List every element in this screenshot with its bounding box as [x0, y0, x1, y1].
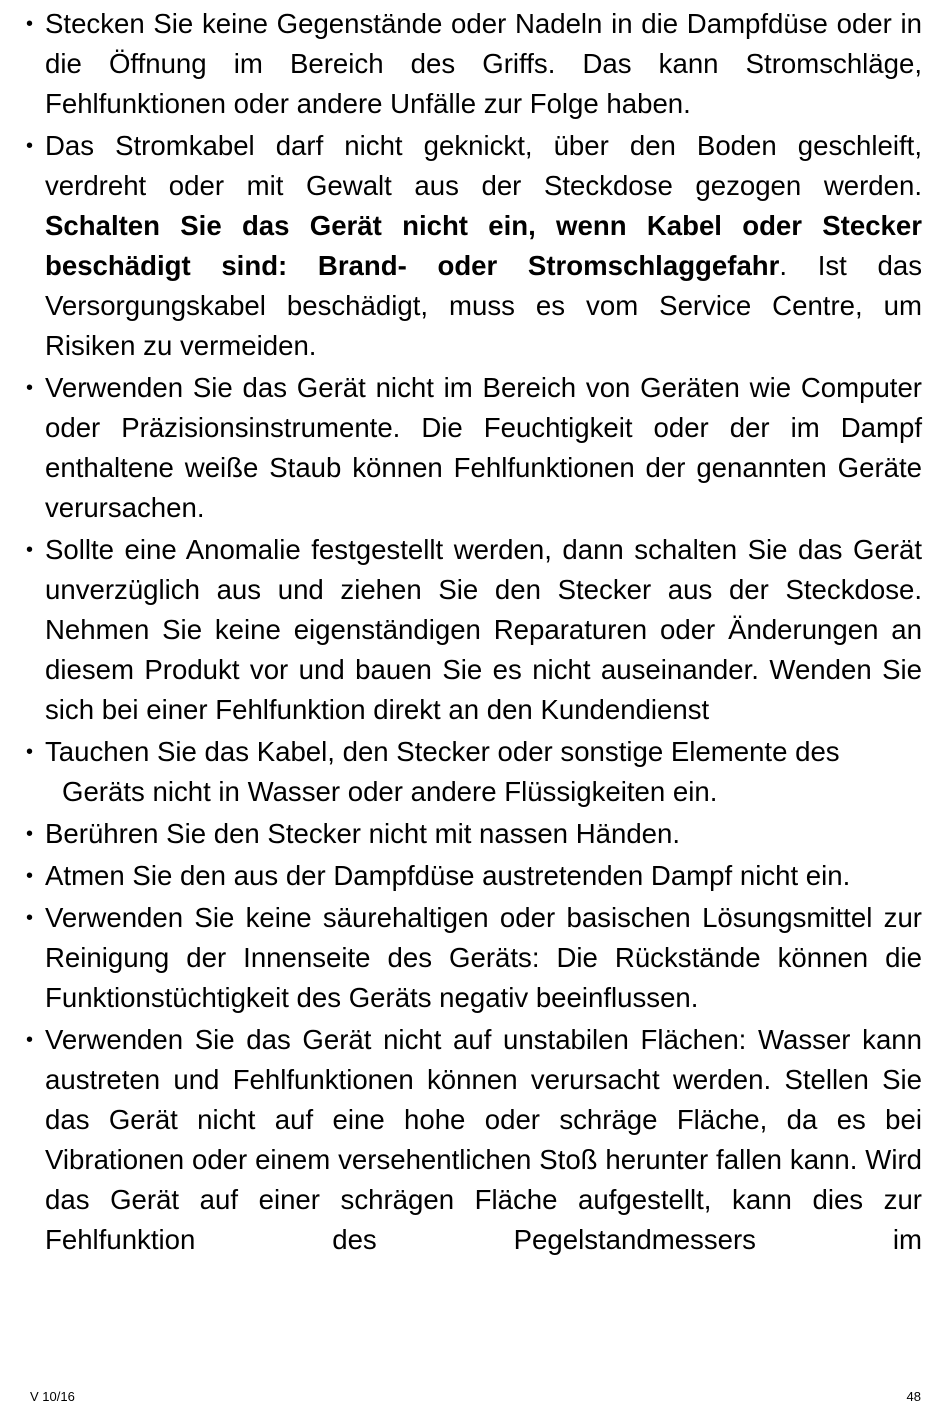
- list-item: [26, 1020, 922, 1260]
- list-item: [26, 732, 922, 812]
- list-item-text-end: . Ist das Versorgungskabel beschädigt, muss es vom Service Centre, um Risiken zu vermeiden.: [45, 250, 922, 361]
- page-number: 48: [906, 1389, 921, 1404]
- list-item-text: Stecken Sie keine Gegenstände oder Nadeln in die Dampfdüse oder in die Öffnung im Bereich des Griffs. Das kann Stromschläge, Fehlfunktionen oder andere Unfälle zur Folge haben.: [45, 8, 922, 119]
- bullet-icon: •: [26, 823, 34, 845]
- list-item-text: Berühren Sie den Stecker nicht mit nassen Händen.: [45, 818, 681, 849]
- warning-bold-text: Schalten Sie das Gerät nicht ein, wenn Kabel oder Stecker beschädigt sind: Brand- oder Stromschlaggefahr: [45, 210, 922, 281]
- bullet-icon: •: [26, 135, 34, 157]
- list-item: [26, 856, 922, 896]
- list-item-text: Verwenden Sie das Gerät nicht im Bereich von Geräten wie Computer oder Präzisionsinstrumente. Die Feuchtigkeit oder der im Dampf enthaltene weiße Staub können Fehlfunktionen der genannten Geräte verursachen.: [45, 372, 922, 523]
- bullet-icon: •: [26, 539, 34, 561]
- version-label: V 10/16: [30, 1389, 75, 1404]
- list-item-text: Sollte eine Anomalie festgestellt werden, dann schalten Sie das Gerät unverzüglich aus und ziehen Sie den Stecker aus der Steckdose. Nehmen Sie keine eigenständigen Reparaturen oder Änderungen an diesem Produkt vor und bauen Sie es nicht auseinander. Wenden Sie sich bei einer Fehlfunktion direkt an den Kundendienst: [45, 534, 922, 725]
- bullet-icon: •: [26, 865, 34, 887]
- list-item: [26, 4, 922, 124]
- list-item: [26, 898, 922, 1018]
- list-item-text: Atmen Sie den aus der Dampfdüse austretenden Dampf nicht ein.: [45, 860, 851, 891]
- list-item-text: Verwenden Sie das Gerät nicht auf unstabilen Flächen: Wasser kann austreten und Fehlfunktionen können verursacht werden. Stellen Sie das Gerät nicht auf eine hohe oder schräge Fläche, da es bei Vibrationen oder einem versehentlichen Stoß herunter fallen kann. Wird das Gerät auf einer schrägen Fläche aufgestellt, kann dies zur Fehlfunktion des Pegelstandmessers im: [45, 1024, 922, 1255]
- bullet-icon: •: [26, 13, 34, 35]
- bullet-icon: •: [26, 907, 34, 929]
- list-item: [26, 814, 922, 854]
- list-item: [26, 368, 922, 528]
- list-item-text-start: Das Stromkabel darf nicht geknickt, über den Boden geschleift, verdreht oder mit Gewalt aus der Steckdose gezogen werden.: [45, 130, 922, 201]
- bullet-icon: •: [26, 377, 34, 399]
- bullet-icon: •: [26, 1029, 34, 1051]
- safety-instructions-list: [26, 4, 922, 1262]
- list-item-text-line: Geräts nicht in Wasser oder andere Flüssigkeiten ein.: [62, 776, 718, 807]
- list-item-text: [45, 126, 922, 366]
- list-item: [26, 530, 922, 730]
- list-item: [26, 126, 922, 366]
- list-item-text-line: Tauchen Sie das Kabel, den Stecker oder sonstige Elemente des: [45, 736, 840, 767]
- list-item-text: Verwenden Sie keine säurehaltigen oder basischen Lösungsmittel zur Reinigung der Innenseite des Geräts: Die Rückstände können die Funktionstüchtigkeit des Geräts negativ beeinflussen.: [45, 902, 922, 1013]
- bullet-icon: •: [26, 741, 34, 763]
